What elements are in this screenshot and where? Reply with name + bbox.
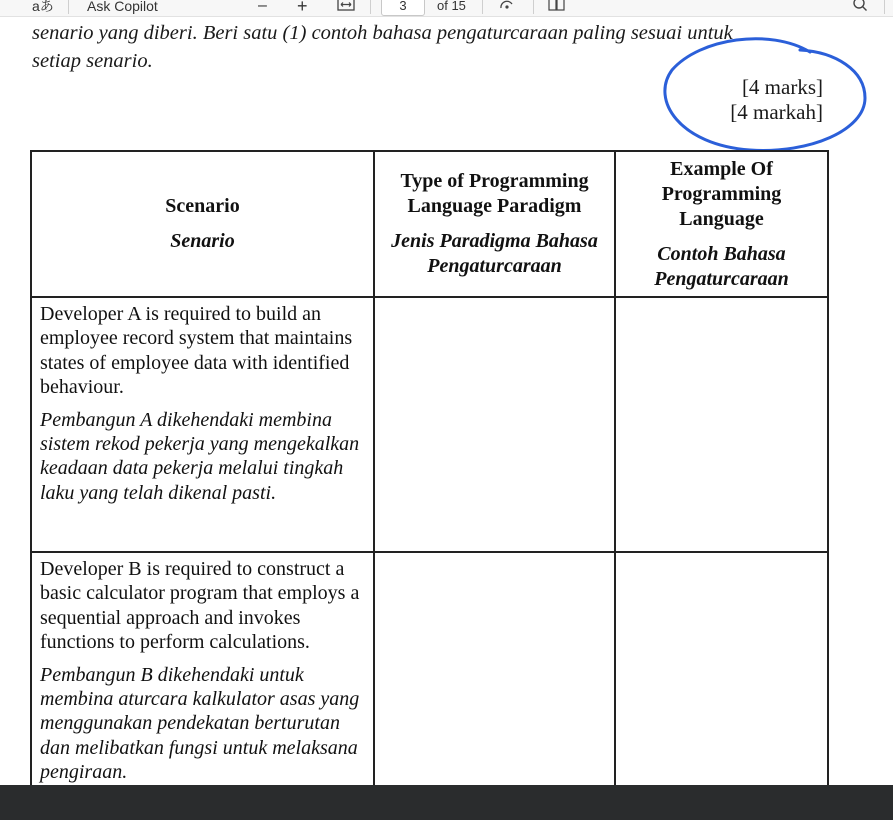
- marks-malay: [4 markah]: [730, 100, 823, 124]
- scenario-cell: [31, 552, 374, 798]
- scenario-text-ms: Pembangun B dikehendaki untuk membina aturcara kalkulator asas yang menggunakan pendekatan berturutan dan melibatkan fungsi untuk melaksana pengiraan.: [40, 663, 360, 784]
- marks-english: [4 marks]: [741, 75, 823, 99]
- table-header-row: [31, 151, 828, 297]
- fit-width-icon[interactable]: [337, 0, 355, 15]
- zoom-out-button[interactable]: –: [258, 0, 267, 14]
- ask-copilot-button[interactable]: Ask Copilot: [87, 0, 158, 14]
- header-example-language: Example Of Programming Language Contoh Bahasa Pengaturcaraan: [615, 151, 828, 297]
- paradigm-answer-cell[interactable]: [374, 297, 615, 552]
- toolbar-divider: [482, 0, 483, 14]
- taskbar-strip: [0, 785, 893, 820]
- page-number-input[interactable]: 3: [381, 0, 425, 16]
- instruction-line-2: setiap senario.: [32, 50, 153, 72]
- scenario-text-ms: Pembangun A dikehendaki membina sistem rekod pekerja yang mengekalkan keadaan data pekerja melalui tingkah laku yang telah dikenal pasti.: [40, 408, 360, 504]
- table-row: [31, 552, 828, 798]
- instruction-line-1: senario yang diberi. Beri satu (1) contoh bahasa pengaturcaraan paling sesuai untuk: [32, 22, 733, 44]
- scenario-table: [30, 150, 829, 799]
- toolbar-divider: [370, 0, 371, 14]
- zoom-in-button[interactable]: +: [297, 0, 308, 16]
- toolbar-divider: [68, 0, 69, 14]
- handwritten-circle-annotation: [660, 30, 875, 160]
- read-aloud-icon[interactable]: aあ: [32, 0, 54, 14]
- scenario-text-en: Developer B is required to construct a basic calculator program that employs a sequential approach and invokes functions to perform calculations.: [40, 558, 360, 654]
- toolbar-divider: [884, 0, 885, 14]
- search-icon[interactable]: [852, 0, 870, 15]
- scenario-cell: [31, 297, 374, 552]
- page-total-label: of 15: [437, 0, 466, 13]
- header-paradigm: Type of Programming Language Paradigm Jenis Paradigma Bahasa Pengaturcaraan: [374, 151, 615, 297]
- rotate-icon[interactable]: [497, 0, 517, 15]
- language-answer-cell[interactable]: [615, 552, 828, 798]
- toolbar-divider: [533, 0, 534, 14]
- header-scenario: Scenario Senario: [31, 151, 374, 297]
- pdf-toolbar: [0, 0, 893, 17]
- language-answer-cell[interactable]: [615, 297, 828, 552]
- two-page-view-icon[interactable]: [547, 0, 567, 15]
- table-row: [31, 297, 828, 552]
- scenario-text-en: Developer A is required to build an employee record system that maintains states of employee data with identified behaviour.: [40, 303, 353, 399]
- paradigm-answer-cell[interactable]: [374, 552, 615, 798]
